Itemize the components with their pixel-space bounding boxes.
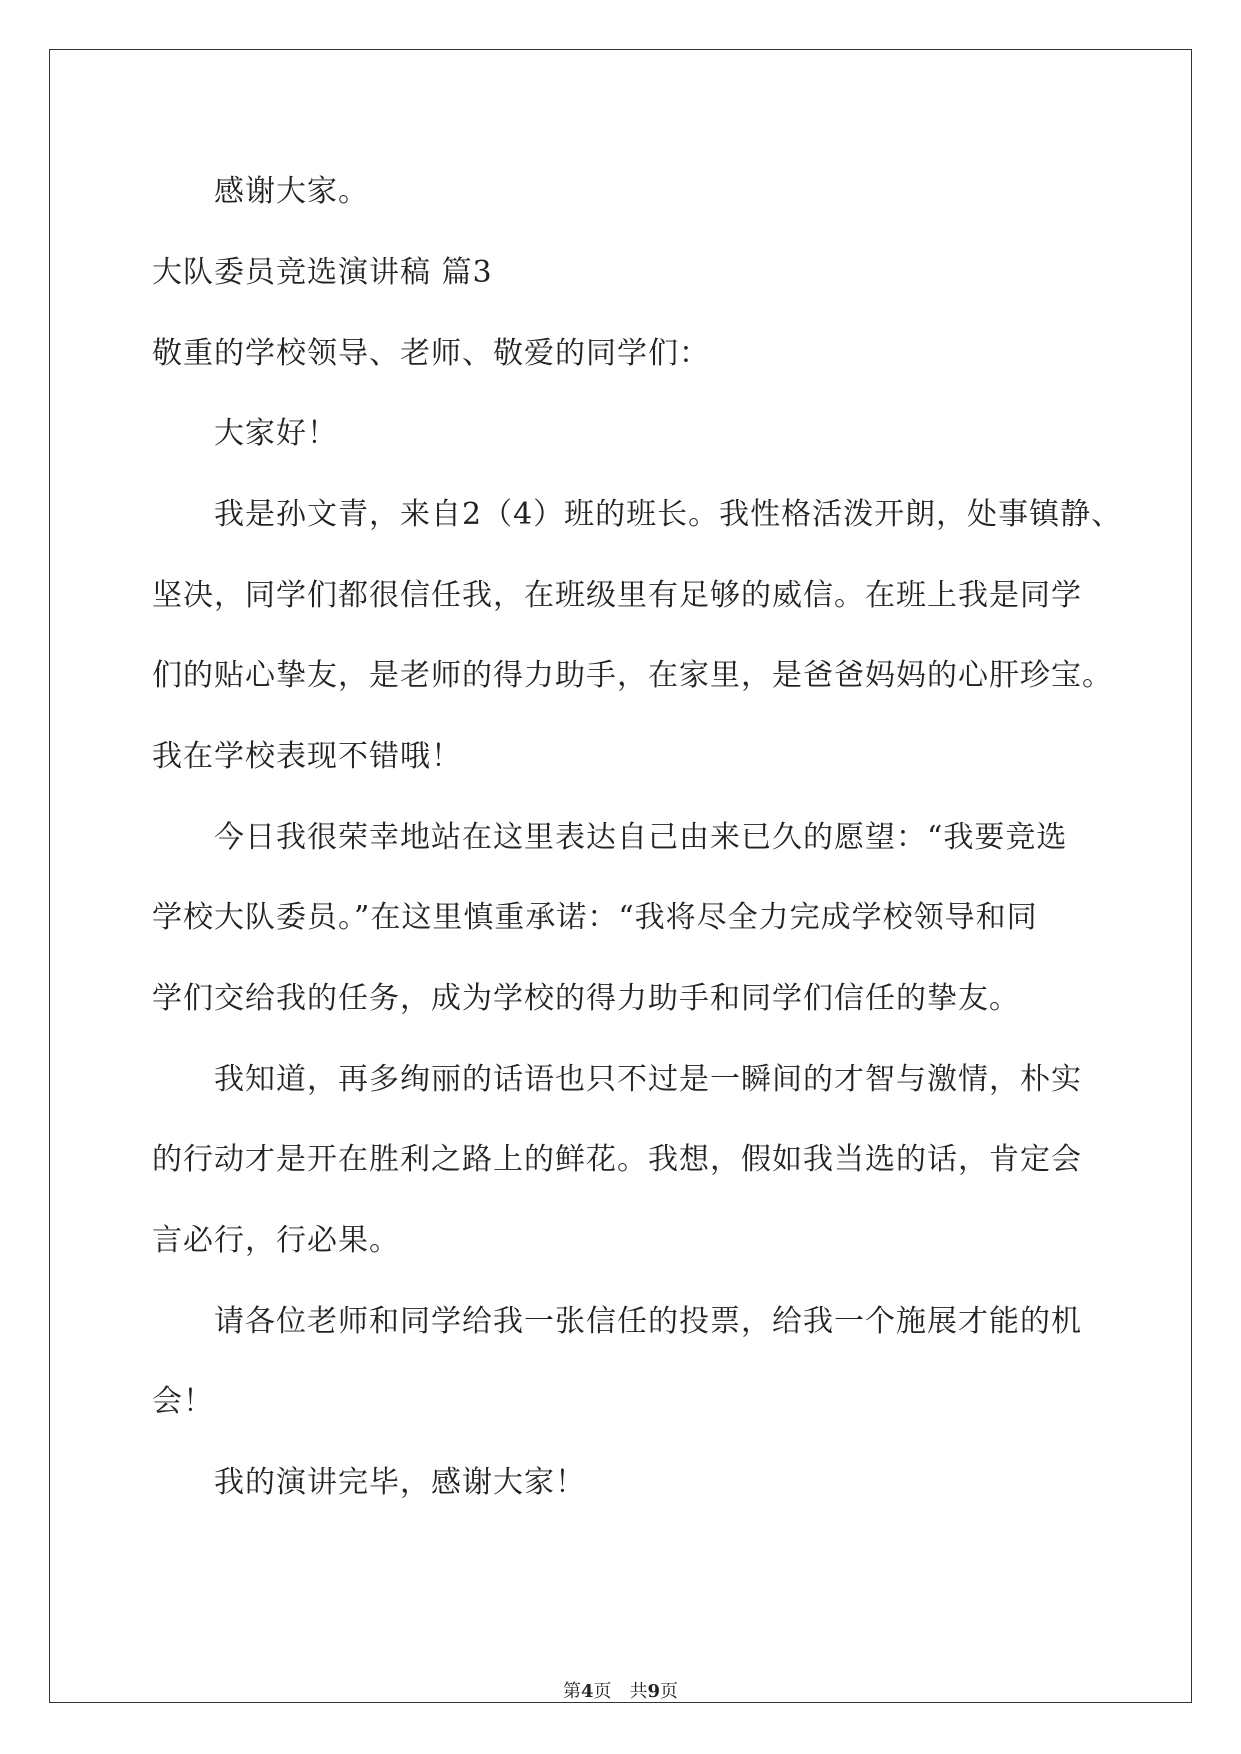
page-footer: [0, 1680, 1241, 1704]
paragraph-line: 今日我很荣幸地站在这里表达自己由来已久的愿望：“我要竞选: [214, 820, 1068, 855]
paragraph-line: 请各位老师和同学给我一张信任的投票，给我一个施展才能的机: [214, 1304, 1082, 1339]
paragraph-line: 学校大队委员。”在这里慎重承诺：“我将尽全力完成学校领导和同: [152, 900, 1038, 935]
page-border: [49, 49, 1192, 1703]
paragraph-line: 我知道，再多绚丽的话语也只不过是一瞬间的才智与激情，朴实: [214, 1062, 1082, 1097]
closing-thanks: 感谢大家。: [214, 174, 369, 209]
paragraph-line: 坚决，同学们都很信任我，在班级里有足够的威信。在班上我是同学: [152, 578, 1082, 613]
greeting: 大家好！: [214, 416, 338, 451]
page-suffix: 页: [660, 1681, 679, 1702]
section-heading: 大队委员竞选演讲稿 篇3: [152, 255, 493, 290]
paragraph-line: 们的贴心挚友，是老师的得力助手，在家里，是爸爸妈妈的心肝珍宝。: [152, 658, 1113, 693]
paragraph-line: 我在学校表现不错哦！: [152, 739, 462, 774]
closing-line: 我的演讲完毕，感谢大家！: [214, 1465, 586, 1500]
salutation: 敬重的学校领导、老师、敬爱的同学们：: [152, 336, 710, 371]
page-mid: 页 共: [593, 1681, 648, 1702]
total-pages: 9: [647, 1681, 661, 1702]
paragraph-line: 学们交给我的任务，成为学校的得力助手和同学们信任的挚友。: [152, 981, 1020, 1016]
page-number: 4: [580, 1681, 594, 1702]
paragraph-line: 的行动才是开在胜利之路上的鲜花。我想，假如我当选的话，肯定会: [152, 1142, 1082, 1177]
paragraph-line: 会！: [152, 1384, 214, 1419]
paragraph-line: 言必行，行必果。: [152, 1223, 400, 1258]
page-prefix: 第: [562, 1681, 581, 1702]
paragraph-line: 我是孙文青，来自2（4）班的班长。我性格活泼开朗，处事镇静、: [214, 497, 1123, 532]
